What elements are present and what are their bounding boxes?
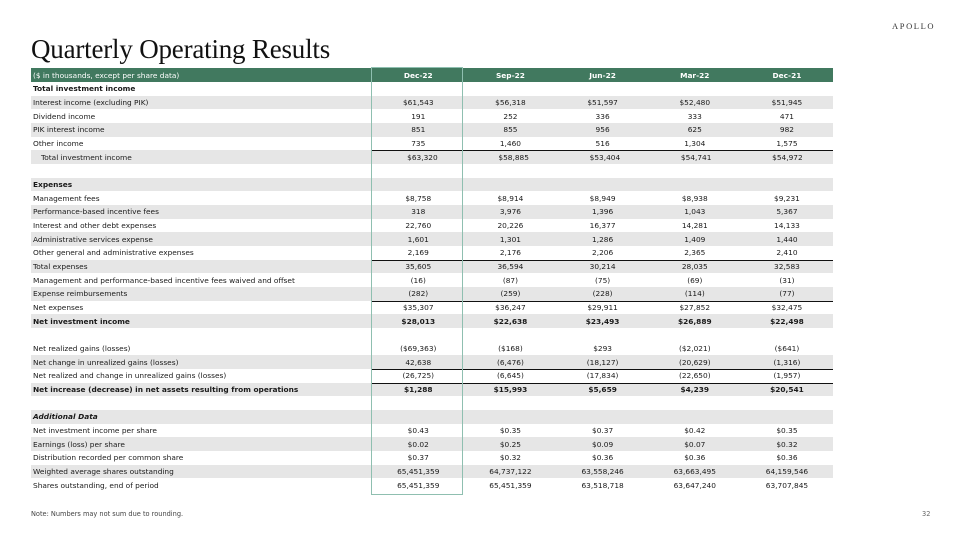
cell-jun-22: $5,659 — [588, 385, 617, 395]
page-title: Quarterly Operating Results — [31, 34, 331, 64]
row-label: Interest income (excluding PIK) — [33, 98, 149, 107]
cell-mar-22: (22,650) — [678, 371, 711, 381]
cell-dec-22: $1,288 — [403, 385, 433, 395]
table-row — [31, 191, 833, 205]
cell-mar-22: $0.07 — [684, 439, 706, 449]
cell-dec-21: $20,541 — [770, 385, 804, 395]
column-header-sep-22: Sep-22 — [495, 70, 525, 80]
cell-mar-22: (20,629) — [678, 357, 711, 367]
table-row — [31, 260, 833, 274]
cell-dec-21: (31) — [779, 275, 795, 285]
table-row — [31, 123, 833, 137]
cell-jun-22: 16,377 — [589, 221, 616, 231]
row-label: Net expenses — [33, 303, 84, 313]
cell-dec-21: $0.35 — [776, 426, 798, 436]
cell-sep-22: $36,247 — [495, 303, 526, 313]
table-header-row — [31, 68, 833, 82]
cell-sep-22: (87) — [502, 275, 519, 285]
cell-dec-21: 63,707,845 — [765, 480, 809, 490]
spacer-row — [31, 396, 833, 410]
cell-jun-22: $23,493 — [585, 316, 620, 326]
table-row — [31, 205, 833, 219]
table-row — [31, 273, 833, 287]
cell-jun-22: 30,214 — [589, 262, 616, 272]
cell-mar-22: $0.42 — [684, 426, 706, 436]
cell-jun-22: (228) — [592, 289, 613, 299]
cell-mar-22: 1,043 — [684, 207, 706, 217]
cell-mar-22: $4,239 — [680, 385, 710, 395]
cell-sep-22: 65,451,359 — [489, 480, 532, 490]
cell-dec-22: 65,451,359 — [397, 467, 440, 477]
cell-dec-22: 1,601 — [407, 234, 429, 244]
table-row — [31, 314, 833, 328]
cell-dec-21: 5,367 — [776, 207, 798, 217]
cell-dec-22: $35,307 — [402, 303, 434, 313]
table-row — [31, 301, 833, 315]
table-row — [31, 150, 833, 164]
cell-dec-21: 1,575 — [776, 139, 798, 149]
cell-mar-22: $52,480 — [679, 98, 711, 107]
cell-jun-22: 956 — [595, 125, 610, 135]
spacer-row — [31, 328, 833, 342]
cell-jun-22: $0.36 — [592, 453, 614, 463]
cell-dec-22: $0.43 — [407, 426, 429, 436]
cell-dec-22: $0.02 — [407, 439, 429, 449]
table-row — [31, 478, 833, 492]
cell-dec-22: $28,013 — [401, 316, 436, 326]
row-label: Net investment income — [33, 316, 130, 326]
cell-mar-22: (114) — [684, 289, 705, 299]
cell-dec-22: 318 — [411, 207, 426, 217]
cell-sep-22: 252 — [503, 111, 518, 121]
cell-dec-22: 22,760 — [405, 221, 432, 231]
cell-mar-22: 333 — [687, 111, 702, 121]
cell-jun-22: (17,834) — [586, 371, 619, 381]
row-label: Total investment income — [41, 152, 132, 162]
cell-dec-22: 735 — [411, 139, 426, 149]
row-label: Other general and administrative expenses — [33, 248, 194, 258]
row-label: PIK interest income — [33, 125, 105, 135]
row-label: Earnings (loss) per share — [33, 439, 125, 449]
cell-mar-22: $27,852 — [679, 303, 711, 313]
cell-sep-22: 3,976 — [499, 207, 522, 217]
cell-jun-22: 336 — [595, 111, 610, 121]
row-label: Expense reimbursements — [33, 289, 128, 299]
cell-mar-22: 2,365 — [684, 248, 706, 258]
cell-jun-22: 516 — [595, 139, 610, 149]
table-row — [31, 342, 833, 356]
cell-sep-22: 20,226 — [497, 221, 524, 231]
table-row — [31, 246, 833, 260]
column-header-dec-21: Dec-21 — [772, 70, 802, 80]
cell-sep-22: 855 — [503, 125, 518, 135]
cell-jun-22: $8,949 — [589, 193, 616, 203]
row-label: Net investment income per share — [33, 426, 157, 436]
cell-sep-22: $15,993 — [493, 385, 528, 395]
cell-dec-21: ($641) — [774, 344, 800, 354]
cell-mar-22: 14,281 — [681, 221, 708, 231]
cell-jun-22: 63,518,718 — [581, 480, 624, 490]
row-label: Distribution recorded per common share — [33, 453, 184, 463]
footnote: Note: Numbers may not sum due to rounding. — [31, 510, 184, 518]
cell-jun-22: $0.37 — [592, 426, 614, 436]
row-label: Net realized gains (losses) — [33, 344, 131, 354]
row-label: Net realized and change in unrealized gains (losses) — [33, 371, 227, 381]
cell-sep-22: $0.35 — [499, 426, 522, 436]
cell-sep-22: $22,638 — [493, 316, 528, 326]
cell-dec-22: 65,451,359 — [397, 480, 440, 490]
cell-dec-21: 64,159,546 — [765, 467, 809, 477]
row-label: Performance-based incentive fees — [33, 207, 159, 217]
cell-dec-22: (282) — [408, 289, 429, 299]
cell-mar-22: $26,889 — [677, 316, 712, 326]
cell-sep-22: $58,885 — [498, 152, 529, 162]
cell-jun-22: (18,127) — [586, 357, 619, 367]
cell-dec-21: $51,945 — [771, 98, 803, 107]
cell-sep-22: 64,737,122 — [489, 467, 532, 477]
table-row — [31, 287, 833, 301]
cell-dec-21: $22,498 — [770, 316, 804, 326]
cell-sep-22: (6,476) — [496, 357, 524, 367]
column-header-mar-22: Mar-22 — [680, 70, 710, 80]
cell-dec-21: $9,231 — [774, 193, 800, 203]
cell-dec-21: 32,583 — [774, 262, 800, 272]
table-row — [31, 96, 833, 110]
cell-mar-22: 1,304 — [684, 139, 706, 149]
cell-mar-22: 1,409 — [684, 234, 706, 244]
cell-jun-22: $0.09 — [592, 439, 614, 449]
cell-dec-22: 35,605 — [405, 262, 432, 272]
row-label: Interest and other debt expenses — [33, 221, 157, 231]
cell-sep-22: ($168) — [498, 344, 523, 354]
cell-mar-22: $0.36 — [684, 453, 706, 463]
cell-dec-21: (1,957) — [773, 371, 801, 381]
cell-dec-21: 1,440 — [776, 234, 798, 244]
table-row — [31, 451, 833, 465]
row-label: Dividend income — [33, 111, 96, 121]
cell-dec-22: (26,725) — [402, 371, 435, 381]
cell-sep-22: 1,301 — [499, 234, 522, 244]
cell-jun-22: (75) — [595, 275, 611, 285]
cell-dec-21: 982 — [779, 125, 794, 135]
cell-sep-22: (6,645) — [496, 371, 524, 381]
cell-jun-22: 1,396 — [592, 207, 614, 217]
cell-jun-22: $29,911 — [587, 303, 618, 313]
cell-sep-22: (259) — [500, 289, 521, 299]
cell-jun-22: $293 — [593, 344, 612, 354]
column-header-dec-22: Dec-22 — [403, 70, 433, 80]
table-row — [31, 410, 833, 424]
table-row — [31, 232, 833, 246]
cell-dec-22: 191 — [411, 111, 426, 121]
cell-sep-22: 36,594 — [497, 262, 524, 272]
row-label: Total investment income — [33, 84, 136, 94]
table-row — [31, 465, 833, 479]
cell-mar-22: 625 — [687, 125, 702, 135]
cell-dec-21: 2,410 — [776, 248, 798, 258]
row-label: Management and performance-based incentive fees waived and offset — [33, 275, 295, 285]
spacer-row — [31, 164, 833, 178]
table-row — [31, 219, 833, 233]
cell-sep-22: $0.25 — [499, 439, 522, 449]
cell-dec-22: 42,638 — [405, 357, 432, 367]
column-header-jun-22: Jun-22 — [589, 70, 616, 80]
cell-mar-22: 63,663,495 — [673, 467, 716, 477]
cell-dec-22: $8,758 — [405, 193, 432, 203]
cell-sep-22: $8,914 — [497, 193, 524, 203]
row-label: Net change in unrealized gains (losses) — [33, 357, 179, 367]
cell-mar-22: ($2,021) — [678, 344, 711, 354]
table-row — [31, 178, 833, 192]
unit-label: ($ in thousands, except per share data) — [33, 70, 180, 80]
cell-dec-22: $61,543 — [402, 98, 434, 107]
cell-dec-21: 14,133 — [774, 221, 800, 231]
apollo-logo: APOLLO — [892, 21, 936, 31]
cell-mar-22: 63,647,240 — [673, 480, 716, 490]
cell-jun-22: 1,286 — [592, 234, 614, 244]
row-label: Net increase (decrease) in net assets resulting from operations — [33, 385, 299, 395]
table-row — [31, 383, 833, 397]
cell-dec-22: 851 — [411, 125, 426, 135]
cell-dec-21: $0.32 — [776, 439, 798, 449]
cell-sep-22: $0.32 — [499, 453, 522, 463]
cell-dec-21: $54,972 — [772, 152, 803, 162]
cell-jun-22: 63,558,246 — [581, 467, 624, 477]
table-body — [31, 82, 833, 492]
cell-mar-22: 28,035 — [681, 262, 708, 272]
cell-jun-22: 2,206 — [592, 248, 614, 258]
row-label: Total expenses — [33, 262, 88, 272]
cell-dec-22: (16) — [410, 275, 426, 285]
operating-results-table — [31, 68, 833, 492]
cell-sep-22: $56,318 — [495, 98, 526, 107]
row-label: Additional Data — [33, 412, 98, 422]
table-row — [31, 109, 833, 123]
cell-dec-21: $0.36 — [776, 453, 798, 463]
cell-dec-21: $32,475 — [771, 303, 803, 313]
table-row — [31, 355, 833, 369]
cell-dec-22: $0.37 — [407, 453, 429, 463]
cell-mar-22: (69) — [687, 275, 703, 285]
row-label: Administrative services expense — [33, 234, 153, 244]
page-number: 32 — [922, 510, 931, 518]
row-label: Expenses — [33, 180, 73, 190]
row-label: Other income — [33, 139, 84, 149]
table-row — [31, 424, 833, 438]
cell-jun-22: $53,404 — [589, 152, 621, 162]
cell-sep-22: 2,176 — [499, 248, 522, 258]
cell-dec-21: (1,316) — [773, 357, 801, 367]
row-label: Management fees — [33, 193, 100, 203]
table-row — [31, 137, 833, 151]
cell-sep-22: 1,460 — [499, 139, 522, 149]
table-row — [31, 437, 833, 451]
cell-dec-22: $63,320 — [407, 152, 438, 162]
cell-dec-22: ($69,363) — [400, 344, 437, 354]
table-row — [31, 82, 833, 96]
row-label: Weighted average shares outstanding — [33, 467, 174, 477]
cell-mar-22: $8,938 — [681, 193, 708, 203]
table-row — [31, 369, 833, 383]
cell-mar-22: $54,741 — [680, 152, 712, 162]
cell-dec-22: 2,169 — [407, 248, 429, 258]
cell-dec-21: (77) — [779, 289, 795, 299]
row-label: Shares outstanding, end of period — [33, 480, 159, 490]
cell-dec-21: 471 — [779, 111, 794, 121]
cell-jun-22: $51,597 — [587, 98, 618, 107]
